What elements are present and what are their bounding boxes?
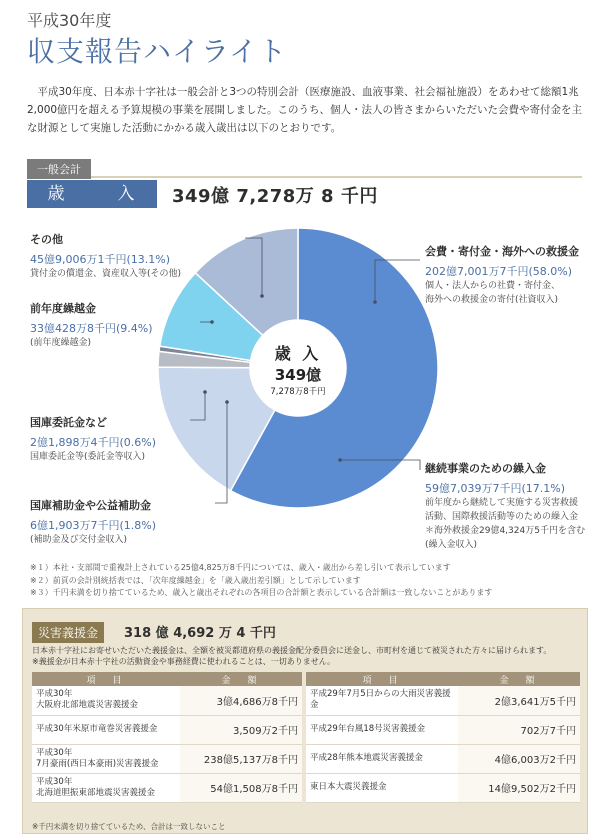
table-row	[32, 744, 302, 773]
leader-consignment-dot	[203, 390, 207, 394]
label-transfer-desc-1: 前年度から継続して実施する災害救援	[425, 498, 579, 508]
relief-amount: 2億3,641万5千円	[458, 686, 580, 715]
label-other-desc: 貸付金の償還金、資産収入等(その他)	[30, 269, 182, 279]
table-row	[32, 773, 302, 802]
relief-amount: 54億1,508万8千円	[180, 773, 302, 802]
label-other-amount: 45億9,006万1千円(13.1%)	[30, 253, 171, 266]
label-subsidies-title: 国庫補助金や公益補助金	[30, 499, 151, 512]
label-prior-year-desc: (前年度繰越金)	[30, 338, 92, 348]
label-transfer-desc-4: (繰入金収入)	[425, 540, 478, 550]
disaster-table-left	[32, 672, 302, 803]
relief-amount: 14億9,502万2千円	[458, 773, 580, 802]
label-subsidies-amount: 6億1,903万7千円(1.8%)	[30, 519, 157, 532]
label-donations-desc-2: 海外への救援金の寄付(社資収入)	[425, 295, 559, 305]
revenue-label: 歳 入	[27, 180, 157, 208]
table-row	[306, 686, 580, 715]
label-transfer-title: 継続事業のための繰入金	[425, 462, 546, 475]
label-consignment	[30, 414, 230, 464]
relief-amount: 4億6,003万2千円	[458, 744, 580, 773]
relief-item: 平成29年7月5日からの大雨災害義援金	[306, 686, 458, 715]
disaster-table-right	[306, 672, 580, 803]
col-header-item: 項 目	[306, 672, 458, 686]
table-row	[306, 744, 580, 773]
leader-subsidies-dot	[225, 400, 229, 404]
leader-donations-dot	[373, 300, 377, 304]
label-transfer-desc-2: 活動、国際救援活動等のための繰入金	[425, 512, 579, 522]
disaster-note-1: 日本赤十字社にお寄せいただいた義援金は、全額を被災都道府県の義援金配分委員会に送金し、市町村を通じて被災された方々に届けられます。	[32, 646, 552, 655]
label-consignment-amount: 2億1,898万4千円(0.6%)	[30, 436, 157, 449]
label-donations-desc-1: 個人・法人からの社費・寄付金、	[425, 281, 561, 291]
label-transfer-amount: 59億7,039万7千円(17.1%)	[425, 482, 566, 495]
label-consignment-desc: 国庫委託金等(委託金等収入)	[30, 452, 146, 462]
chart-center-label	[250, 341, 346, 397]
disaster-note-2: ※義援金が日本赤十字社の活動資金や事務経費に使われることは、一切ありません。	[32, 657, 336, 666]
intro-paragraph: 平成30年度、日本赤十字社は一般会計と3つの特別会計（医療施設、血液事業、社会福祉施設）をあわせて総額1兆2,000億円を超える予算規模の事業を展開しました。このうち、個人・法人の皆さまからいただいた会費や寄付金を主な財源として実施した活動にかかる歳入歳出は以下のとおりです。	[27, 86, 583, 134]
relief-amount: 238億5,137万8千円	[180, 744, 302, 773]
label-prior-year-amount: 33億428万8千円(9.4%)	[30, 322, 153, 335]
label-subsidies	[30, 497, 230, 547]
relief-amount: 3,509万2千円	[180, 715, 302, 744]
relief-item: 平成30年 7月豪雨(西日本豪雨)災害義援金	[32, 744, 180, 773]
center-line-2: 349億	[274, 366, 322, 384]
label-consignment-title: 国庫委託金など	[30, 416, 107, 429]
label-subsidies-desc: (補助金及び交付金収入)	[30, 535, 128, 545]
center-line-1: 歳 入	[274, 344, 322, 363]
disaster-relief-note	[32, 645, 580, 667]
label-prior-year	[30, 300, 230, 350]
relief-item: 平成28年熊本地震災害義援金	[306, 744, 458, 773]
relief-item: 平成30年米原市竜巻災害義援金	[32, 715, 180, 744]
table-row	[32, 686, 302, 715]
disaster-footnote: ※千円未満を切り捨てているため、合計は一致しないこと	[32, 822, 226, 831]
label-donations	[425, 243, 595, 307]
label-transfer-desc-3: ＊海外救援金29億4,324万5千円を含む	[425, 526, 585, 536]
relief-item: 平成29年台風18号災害義援金	[306, 715, 458, 744]
footnote-2: ※２）前頁の会計別統括表では、「次年度繰越金」を「歳入歳出差引額」として示しています	[30, 575, 361, 585]
table-row	[306, 773, 580, 802]
general-account-tag: 一般会計	[27, 159, 91, 179]
footnote-3: ※３）千円未満を切り捨てているため、歳入と歳出それぞれの各項目の合計額と表示している合計額は一致しないことがあります	[30, 588, 493, 597]
relief-amount: 3億4,686万8千円	[180, 686, 302, 715]
table-row	[306, 715, 580, 744]
center-line-3: 7,278万8千円	[270, 387, 326, 397]
label-other-title: その他	[30, 233, 63, 246]
relief-item: 平成30年 北海道胆振東部地震災害義援金	[32, 773, 180, 802]
leader-transfer-dot	[338, 458, 342, 462]
disaster-relief-total: 318 億 4,692 万 4 千円	[124, 626, 276, 641]
label-donations-title: 会費・寄付金・海外への救援金	[425, 245, 579, 258]
footnotes	[30, 562, 492, 600]
col-header-amount: 金 額	[458, 672, 580, 686]
leader-other-dot	[260, 294, 264, 298]
relief-amount: 702万7千円	[458, 715, 580, 744]
table-row	[32, 715, 302, 744]
col-header-amount: 金 額	[180, 672, 302, 686]
fiscal-year: 平成30年度	[27, 11, 112, 30]
disaster-relief-tag: 災害義援金	[32, 622, 104, 643]
relief-item: 東日本大震災義援金	[306, 773, 458, 802]
page-title: 収支報告ハイライト	[27, 35, 288, 68]
label-donations-amount: 202億7,001万7千円(58.0%)	[425, 265, 573, 278]
label-other	[30, 231, 240, 281]
col-header-item: 項 目	[32, 672, 180, 686]
label-prior-year-title: 前年度繰越金	[30, 302, 96, 315]
revenue-total: 349億 7,278万 8 千円	[172, 186, 378, 207]
label-carryover-transfer	[425, 460, 600, 552]
relief-item: 平成30年 大阪府北部地震災害義援金	[32, 686, 180, 715]
footnote-1: ※１）本社・支部間で重複計上されている25億4,825万8千円については、歳入・歳出から差し引いて表示しています	[30, 563, 451, 572]
